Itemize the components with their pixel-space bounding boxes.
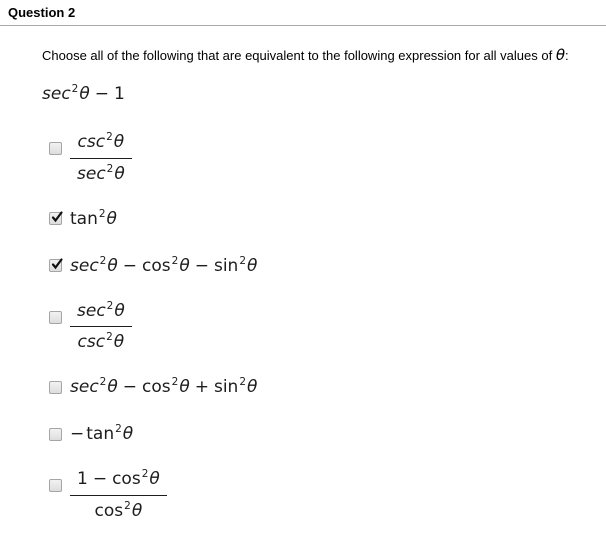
question-expression [42, 83, 596, 105]
math-superscript: 2 [171, 254, 179, 267]
options-list [42, 131, 596, 522]
math-fraction [70, 300, 132, 354]
math-superscript: 2 [106, 131, 113, 144]
prompt-theta-symbol: θ [555, 46, 565, 64]
math-function: cos [112, 469, 141, 490]
math-variable: θ [113, 332, 125, 352]
answer-option-3 [42, 253, 596, 279]
option-expression [70, 376, 257, 398]
math-operator: − [94, 84, 110, 104]
math-superscript: 2 [239, 376, 247, 389]
math-superscript: 2 [239, 254, 247, 267]
math-function: 1 [77, 469, 88, 490]
math-variable: θ [106, 208, 117, 229]
math-fraction [70, 131, 132, 185]
question-prompt [42, 48, 596, 63]
math-variable: csc [77, 132, 106, 153]
option-checkbox-unchecked[interactable] [49, 381, 62, 394]
math-variable: sec [70, 377, 99, 398]
question-header [0, 0, 606, 26]
math-superscript: 2 [141, 468, 149, 481]
fraction-denominator [70, 327, 132, 353]
math-operator: − [70, 424, 85, 445]
math-variable: θ [131, 500, 143, 521]
math-superscript: 2 [98, 207, 106, 220]
option-checkbox-unchecked[interactable] [49, 142, 62, 155]
option-expression [70, 208, 117, 230]
math-function: 1 [114, 84, 125, 104]
math-variable: sec [42, 84, 71, 104]
checkmark-icon [50, 257, 64, 271]
math-variable: θ [247, 255, 258, 276]
answer-option-5 [42, 374, 596, 400]
math-function: cos [142, 255, 171, 276]
option-checkbox-unchecked[interactable] [49, 428, 62, 441]
math-operator: − [92, 469, 108, 490]
math-variable: sec [77, 163, 106, 184]
option-expression [70, 255, 257, 277]
math-superscript: 2 [115, 423, 122, 436]
math-variable: θ [113, 132, 125, 153]
option-checkbox-checked[interactable] [49, 259, 62, 272]
math-variable: θ [114, 300, 125, 321]
prompt-text: Choose all of the following that are equivalent to the following expression for all values of [42, 48, 556, 63]
math-superscript: 2 [171, 376, 179, 389]
math-superscript: 2 [106, 162, 114, 175]
answer-option-4 [42, 300, 596, 354]
math-superscript: 2 [99, 376, 107, 389]
prompt-colon: : [565, 48, 569, 63]
fraction-denominator [70, 496, 167, 522]
math-superscript: 2 [124, 499, 131, 512]
math-function: cos [142, 377, 171, 398]
math-operator: + [194, 377, 209, 398]
option-expression [70, 300, 132, 354]
answer-option-6 [42, 421, 596, 447]
math-variable: θ [149, 469, 160, 490]
math-fraction [70, 468, 167, 522]
math-function: cos [94, 500, 124, 521]
fraction-numerator [70, 131, 132, 158]
math-superscript: 2 [71, 83, 79, 95]
question-title: Question 2 [8, 5, 76, 20]
math-operator: − [194, 255, 209, 276]
math-function: tan [86, 424, 115, 445]
fraction-numerator [70, 468, 167, 495]
math-variable: θ [79, 84, 90, 104]
math-variable: θ [179, 255, 190, 276]
checkmark-icon [50, 210, 64, 224]
math-function: tan [70, 208, 98, 229]
fraction-denominator [70, 159, 132, 185]
question-body [0, 48, 606, 522]
option-checkbox-unchecked[interactable] [49, 479, 62, 492]
math-superscript: 2 [106, 331, 113, 343]
math-variable: csc [77, 332, 106, 352]
math-variable: sec [77, 300, 106, 321]
option-expression [70, 423, 133, 445]
math-variable: θ [179, 377, 190, 398]
math-function: sin [213, 377, 239, 398]
math-variable: θ [107, 377, 118, 398]
math-operator: − [122, 377, 138, 398]
option-expression [70, 131, 132, 185]
answer-option-2 [42, 206, 596, 232]
math-function: sin [213, 255, 239, 276]
math-variable: θ [247, 377, 258, 398]
math-variable: θ [107, 255, 118, 276]
option-checkbox-checked[interactable] [49, 212, 62, 225]
math-operator: − [122, 255, 138, 276]
option-expression [70, 468, 167, 522]
answer-option-1 [42, 131, 596, 185]
math-variable: θ [122, 424, 134, 445]
math-variable: sec [70, 255, 99, 276]
math-superscript: 2 [99, 254, 107, 267]
answer-option-7 [42, 468, 596, 522]
math-superscript: 2 [106, 299, 114, 312]
fraction-numerator [70, 300, 132, 327]
option-checkbox-unchecked[interactable] [49, 311, 62, 324]
math-variable: θ [114, 163, 125, 184]
